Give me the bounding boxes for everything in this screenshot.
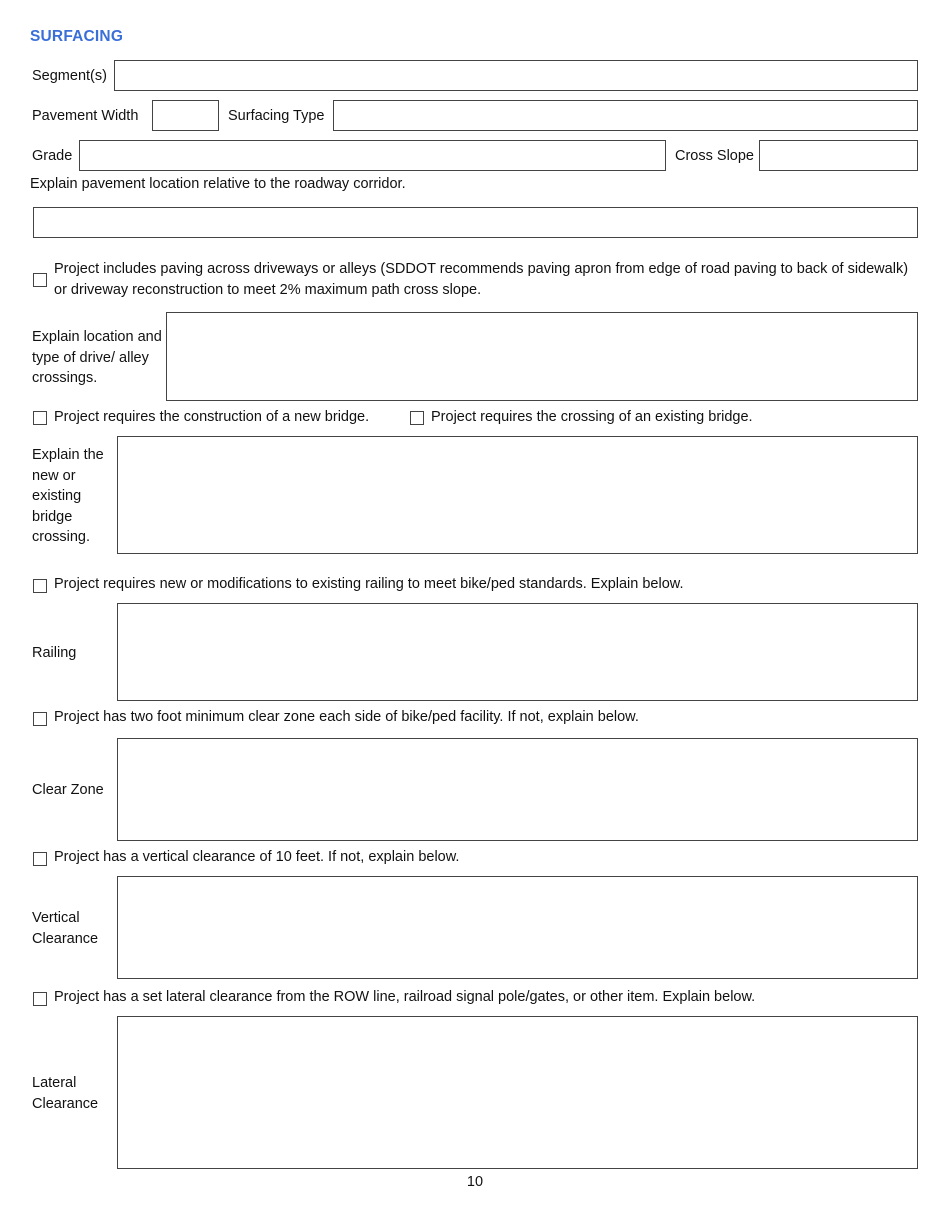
grade-input[interactable]	[79, 140, 666, 171]
existing-bridge-text: Project requires the crossing of an existing bridge.	[431, 409, 753, 425]
drive-alley-textarea[interactable]	[166, 312, 918, 401]
pavement-location-prompt: Explain pavement location relative to the roadway corridor.	[30, 176, 406, 192]
drive-alley-label: Explain location and type of drive/ alley crossings.	[32, 329, 162, 386]
lateral-clearance-checkbox[interactable]	[33, 992, 47, 1006]
bridge-crossing-textarea[interactable]	[117, 436, 918, 554]
driveway-paving-checkbox[interactable]	[33, 273, 47, 287]
bridge-crossing-label: Explain the new or existing bridge crossing.	[32, 447, 104, 545]
cross-slope-label: Cross Slope	[675, 148, 754, 164]
segments-input[interactable]	[114, 60, 918, 91]
driveway-paving-text: Project includes paving across driveways or alleys (SDDOT recommends paving apron from edge of road paving to back of sidewalk) or driveway reconstruction to meet 2% maximum path cross slope.	[54, 261, 909, 298]
grade-label: Grade	[32, 148, 73, 164]
vertical-clearance-check-text: Project has a vertical clearance of 10 feet. If not, explain below.	[54, 849, 460, 865]
clear-zone-label: Clear Zone	[32, 782, 104, 798]
lateral-clearance-check-text: Project has a set lateral clearance from the ROW line, railroad signal pole/gates, or other item. Explain below.	[54, 989, 756, 1005]
lateral-clearance-textarea[interactable]	[117, 1016, 918, 1169]
railing-label: Railing	[32, 645, 77, 661]
vertical-clearance-checkbox[interactable]	[33, 852, 47, 866]
clear-zone-textarea[interactable]	[117, 738, 918, 841]
surfacing-type-label: Surfacing Type	[228, 108, 325, 124]
existing-bridge-checkbox[interactable]	[410, 411, 424, 425]
railing-check-text: Project requires new or modifications to existing railing to meet bike/ped standards. Explain below.	[54, 576, 684, 592]
railing-checkbox[interactable]	[33, 579, 47, 593]
clear-zone-checkbox[interactable]	[33, 712, 47, 726]
pavement-width-label: Pavement Width	[32, 108, 139, 124]
vertical-clearance-label: Vertical Clearance	[32, 910, 99, 947]
railing-textarea[interactable]	[117, 603, 918, 701]
lateral-clearance-label: Lateral Clearance	[32, 1075, 99, 1112]
cross-slope-input[interactable]	[759, 140, 918, 171]
new-bridge-text: Project requires the construction of a new bridge.	[54, 409, 370, 425]
pavement-width-input[interactable]	[152, 100, 219, 131]
vertical-clearance-textarea[interactable]	[117, 876, 918, 979]
page-number: 10	[466, 1174, 484, 1190]
pavement-location-input[interactable]	[33, 207, 918, 238]
surfacing-type-input[interactable]	[333, 100, 918, 131]
new-bridge-checkbox[interactable]	[33, 411, 47, 425]
section-title: SURFACING	[30, 28, 124, 45]
segments-label: Segment(s)	[32, 68, 107, 84]
clear-zone-check-text: Project has two foot minimum clear zone each side of bike/ped facility. If not, explain below.	[54, 709, 639, 725]
